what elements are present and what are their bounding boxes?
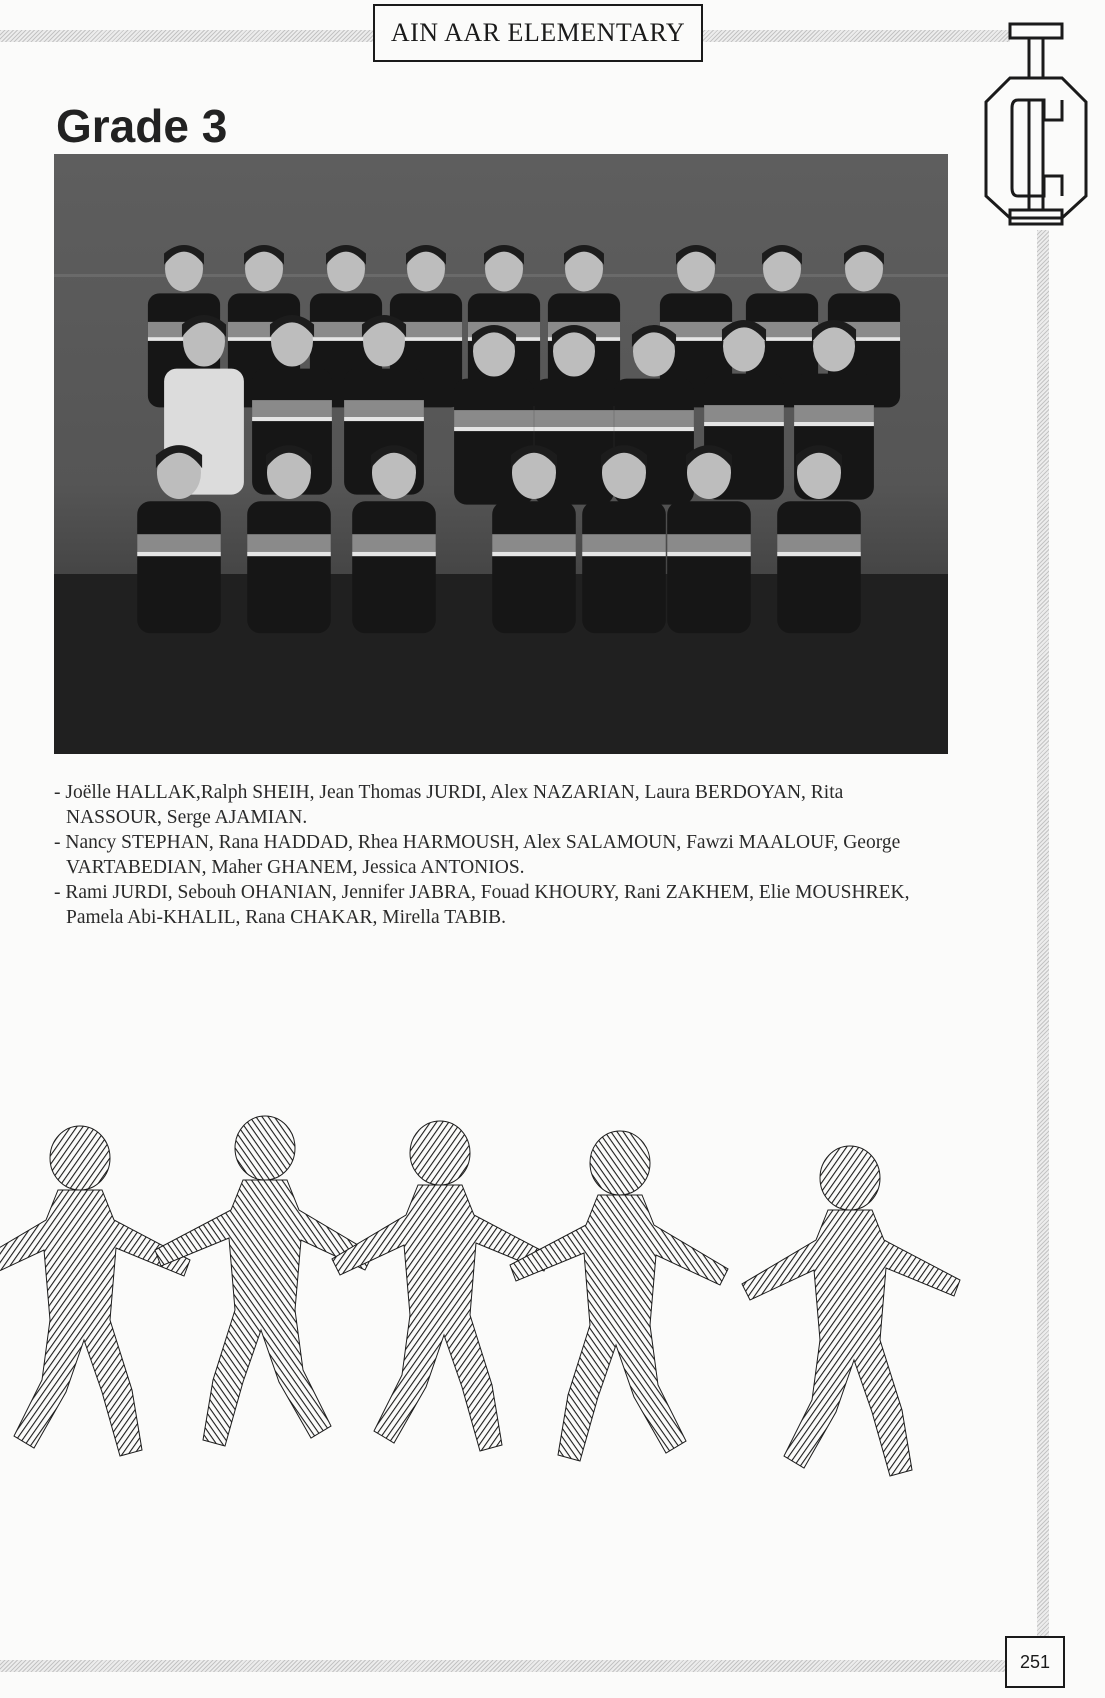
page-title: Grade 3	[56, 100, 228, 152]
child-figure	[137, 501, 221, 633]
child-figure	[667, 501, 751, 633]
child-figure	[247, 501, 331, 633]
child-silhouette	[155, 1116, 373, 1446]
child-silhouette	[332, 1121, 550, 1451]
child-figure	[492, 501, 576, 633]
caption-line-row-3: - Rami JURDI, Sebouh OHANIAN, Jennifer JABRA, Fouad KHOURY, Rani ZAKHEM, Elie MOUSHREK, Pamela Abi-KHALIL, Rana CHAKAR, Mirella TABIB.	[54, 882, 910, 928]
section-header	[373, 4, 703, 62]
class-group-photo	[54, 154, 948, 754]
children-holding-hands-illustration	[0, 1100, 1000, 1510]
bottom-border-rule	[0, 1660, 1010, 1672]
child-silhouette	[0, 1126, 190, 1456]
section-header-label: AIN AAR ELEMENTARY	[390, 18, 686, 47]
child-silhouette	[510, 1131, 728, 1461]
caption-line-row-1: - Joëlle HALLAK,Ralph SHEIH, Jean Thomas JURDI, Alex NAZARIAN, Laura BERDOYAN, Rita NASSOUR, Serge AJAMIAN.	[54, 782, 844, 828]
school-monogram-logo-icon	[980, 20, 1092, 232]
child-figure	[352, 501, 436, 633]
caption-line-row-2: - Nancy STEPHAN, Rana HADDAD, Rhea HARMOUSH, Alex SALAMOUN, Fawzi MAALOUF, George VARTABEDIAN, Maher GHANEM, Jessica ANTONIOS.	[54, 832, 901, 878]
child-figure	[777, 501, 861, 633]
page-number: 251	[1019, 1651, 1051, 1672]
page-number-box	[1005, 1636, 1065, 1688]
child-figure	[582, 501, 666, 633]
caption-list	[54, 780, 934, 930]
right-border-rule	[1037, 230, 1049, 1648]
child-silhouette	[742, 1146, 960, 1476]
